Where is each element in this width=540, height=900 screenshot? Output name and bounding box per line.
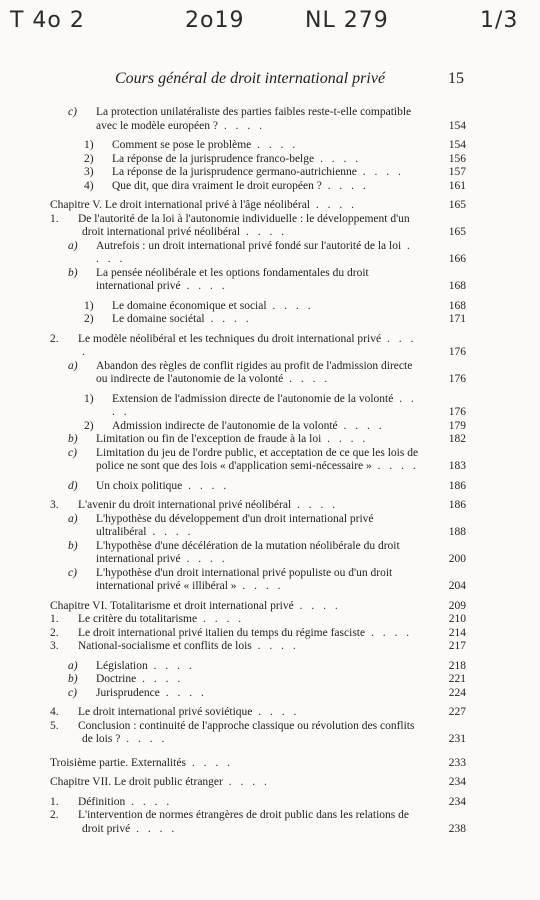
- leader-dots: . . . .: [180, 553, 228, 565]
- toc-entry-page: 165: [448, 226, 466, 238]
- toc-entry-page: 227: [448, 706, 466, 718]
- toc-entry: [50, 626, 466, 641]
- toc-entry: [68, 539, 466, 567]
- toc-entry: [50, 719, 466, 747]
- toc-entry-marker: 1): [84, 299, 94, 312]
- leader-dots: . . . .: [146, 526, 194, 538]
- toc-entry-page: 218: [448, 659, 466, 672]
- toc-entry-marker: a): [68, 659, 78, 672]
- leader-dots: . . . .: [182, 479, 230, 492]
- leader-dots: . . . .: [217, 119, 265, 132]
- toc-entry: [50, 640, 466, 654]
- toc-entry-title: De l'autorité de la loi à l'autonomie individuelle : le développement d'un droit international privé néolibéral: [78, 212, 410, 238]
- toc-entry: [50, 600, 466, 614]
- toc-entry-marker: 1): [84, 139, 94, 151]
- toc-entry-page: 186: [448, 479, 466, 492]
- toc-entry: [50, 706, 466, 720]
- toc-entry-page: 234: [448, 776, 466, 788]
- toc-entry-title: Doctrine: [96, 673, 137, 685]
- toc-entry-marker: c): [68, 566, 77, 579]
- toc-entry-marker: 3.: [50, 499, 59, 511]
- running-head-title: Cours général de droit international privé: [115, 70, 386, 87]
- toc-entry-marker: d): [68, 479, 78, 492]
- leader-dots: . . . .: [236, 580, 284, 592]
- toc-entry-marker: 2): [84, 419, 94, 432]
- leader-dots: . . . .: [293, 599, 341, 612]
- toc-entry-title: National-socialisme et conflits de lois: [78, 640, 252, 652]
- toc-entry-title: Limitation du jeu de l'ordre public, et acceptation de ce que les lois de police ne sont que des lois « d'application semi-nécessaire »: [96, 446, 419, 472]
- toc-entry-title: Le domaine économique et social: [112, 299, 267, 312]
- leader-dots: . . . .: [120, 733, 168, 745]
- toc-entry-page: 171: [448, 313, 466, 325]
- toc-entry-title: Autrefois : un droit international privé fondé sur l'autorité de la loi: [96, 239, 402, 252]
- toc-entry: [68, 266, 466, 294]
- toc-entry-page: 238: [448, 822, 466, 835]
- toc-entry-title: Le critère du totalitarisme: [78, 613, 198, 625]
- toc-entry: [84, 392, 466, 420]
- toc-entry-marker: 2): [84, 152, 94, 165]
- toc-entry: [68, 479, 466, 494]
- toc-entry-page: 233: [448, 756, 466, 769]
- leader-dots: . . . .: [82, 332, 417, 358]
- toc-entry: [68, 239, 466, 267]
- toc-entry-marker: a): [68, 239, 78, 252]
- toc-entry: [84, 152, 466, 167]
- toc-entry-title: Chapitre VI. Totalitarisme et droit international privé: [50, 599, 294, 612]
- toc-entry-title: Extension de l'admission directe de l'autonomie de la volonté: [112, 392, 394, 405]
- toc-entry-marker: 4.: [50, 706, 59, 718]
- page-number: 15: [448, 70, 464, 87]
- leader-dots: . . . .: [321, 433, 369, 445]
- toc-entry-marker: 2.: [50, 332, 59, 345]
- handwritten-reference: NL 279: [305, 8, 389, 33]
- toc-entry: [50, 199, 466, 213]
- toc-entry-marker: 2): [84, 313, 94, 325]
- toc-entry: [68, 673, 466, 687]
- leader-dots: . . . .: [365, 626, 413, 639]
- toc-entry: [50, 809, 466, 836]
- toc-entry-page: 157: [448, 166, 466, 178]
- toc-entry-title: Chapitre VII. Le droit public étranger: [50, 776, 223, 788]
- toc-entry-marker: c): [68, 446, 77, 459]
- toc-entry-title: Comment se pose le problème: [112, 139, 252, 151]
- leader-dots: . . . .: [147, 659, 195, 672]
- handwritten-shelfmark: T 4o 2: [10, 8, 85, 33]
- leader-dots: . . . .: [222, 776, 270, 788]
- toc-entry-marker: 3): [84, 166, 94, 178]
- toc-entry-page: 176: [448, 406, 466, 418]
- toc-entry: [84, 299, 466, 314]
- leader-dots: . . . .: [204, 313, 252, 325]
- toc-entry-title: Un choix politique: [96, 479, 183, 492]
- toc-entry: [68, 359, 466, 387]
- toc-entry-marker: 1.: [50, 613, 59, 625]
- toc-entry-title: Abandon des règles de conflit rigides au profit de l'admission directe ou indirecte de l'autonomie de la volonté: [96, 359, 413, 385]
- leader-dots: . . . .: [291, 499, 339, 511]
- toc-entry-title: Chapitre V. Le droit international privé à l'âge néolibéral: [50, 199, 310, 211]
- leader-dots: . . . .: [136, 673, 184, 685]
- toc-entry: [50, 757, 466, 771]
- toc-entry: [68, 566, 466, 594]
- toc-entry: [50, 212, 466, 240]
- toc-entry: [84, 419, 466, 434]
- toc-entry-marker: b): [68, 266, 78, 279]
- toc-entry: [68, 106, 466, 133]
- toc-entry-title: L'hypothèse d'une décélération de la mutation néolibérale du droit international privé: [96, 539, 400, 565]
- toc-entry-title: Jurisprudence: [96, 686, 160, 699]
- toc-entry-title: Limitation ou fin de l'exception de fraude à la loi: [96, 433, 322, 445]
- leader-dots: . . . .: [185, 756, 233, 769]
- toc-entry-page: 183: [448, 460, 466, 472]
- toc-entry-title: La réponse de la jurisprudence franco-belge: [112, 152, 315, 165]
- toc-entry-page: 231: [448, 733, 466, 745]
- toc-entry: [50, 776, 466, 790]
- toc-entry-page: 179: [448, 419, 466, 432]
- toc-entry-title: L'hypothèse du développement d'un droit international privé ultralibéral: [96, 512, 374, 538]
- toc-entry-page: 224: [448, 686, 466, 699]
- toc-entry-page: 217: [448, 640, 466, 652]
- toc-entry-page: 168: [448, 280, 466, 292]
- toc-entry-title: L'hypothèse d'un droit international privé populiste ou d'un droit international privé « illibéral »: [96, 566, 393, 592]
- leader-dots: . . . .: [337, 419, 385, 432]
- toc-entry-title: La protection unilatéraliste des parties faibles reste-t-elle compatible avec le modèle européen ?: [96, 106, 412, 132]
- toc-entry-page: 182: [448, 433, 466, 445]
- toc-entry-title: Le droit international privé soviétique: [78, 706, 253, 718]
- toc-entry-title: Admission indirecte de l'autonomie de la volonté: [112, 419, 338, 432]
- leader-dots: . . . .: [266, 299, 314, 312]
- toc-entry: [50, 613, 466, 627]
- leader-dots: . . . .: [197, 613, 245, 625]
- toc-entry-marker: b): [68, 539, 78, 552]
- toc-entry-marker: 2.: [50, 626, 59, 639]
- toc-entry: [68, 446, 466, 474]
- leader-dots: . . . .: [180, 280, 228, 292]
- toc-entry-marker: 5.: [50, 719, 59, 732]
- toc-entry-marker: 2.: [50, 809, 59, 821]
- toc-entry-title: Conclusion : continuité de l'approche classique ou révolution des conflits de lois ?: [78, 719, 415, 745]
- toc-entry-title: Définition: [78, 795, 126, 808]
- toc-entry-marker: b): [68, 673, 78, 685]
- toc-entry: [50, 499, 466, 513]
- toc-entry: [84, 139, 466, 153]
- toc-entry-title: Le modèle néolibéral et les techniques du droit international privé: [78, 332, 382, 345]
- toc-entry: [50, 795, 466, 810]
- toc-entry-marker: c): [68, 106, 77, 118]
- toc-entry-marker: 3.: [50, 640, 59, 652]
- toc-entry-page: 176: [448, 373, 466, 385]
- toc-entry-page: 200: [448, 553, 466, 565]
- toc-entry-marker: 4): [84, 179, 94, 192]
- toc-entry: [50, 332, 466, 360]
- toc-entry-page: 168: [448, 299, 466, 312]
- toc-entry-page: 154: [448, 119, 466, 132]
- toc-entry-page: 161: [448, 179, 466, 192]
- leader-dots: . . . .: [159, 686, 207, 699]
- toc-entry: [68, 433, 466, 447]
- toc-entry-title: Le domaine sociétal: [112, 313, 205, 325]
- leader-dots: . . . .: [321, 179, 369, 192]
- toc-entry: [68, 512, 466, 540]
- toc-entry: [84, 179, 466, 194]
- toc-entry-page: 186: [448, 499, 466, 511]
- toc-entry-title: Que dit, que dira vraiment le droit européen ?: [112, 179, 322, 192]
- leader-dots: . . . .: [371, 460, 419, 472]
- toc-entry-page: 214: [448, 626, 466, 639]
- toc-entry-title: L'avenir du droit international privé néolibéral: [78, 499, 292, 511]
- toc-entry-marker: 1.: [50, 212, 59, 225]
- leader-dots: . . . .: [283, 373, 331, 385]
- toc-entry: [68, 686, 466, 701]
- toc-entry-marker: a): [68, 512, 78, 525]
- leader-dots: . . . .: [240, 226, 288, 238]
- handwritten-volume: 1/3: [480, 8, 519, 33]
- leader-dots: . . . .: [112, 392, 417, 418]
- toc-entry-page: 176: [448, 346, 466, 358]
- leader-dots: . . . .: [251, 139, 299, 151]
- toc-entry-title: La pensée néolibérale et les options fondamentales du droit international privé: [96, 266, 369, 292]
- toc-entry-page: 156: [448, 152, 466, 165]
- leader-dots: . . . .: [125, 795, 173, 808]
- toc-entry-page: 234: [448, 795, 466, 808]
- toc-entry-marker: 1): [84, 392, 94, 405]
- toc-entry-marker: c): [68, 686, 77, 699]
- leader-dots: . . . .: [314, 152, 362, 165]
- toc-entry-marker: 1.: [50, 795, 59, 808]
- toc-entry-title: Législation: [96, 659, 148, 672]
- toc-entry-page: 188: [448, 526, 466, 538]
- leader-dots: . . . .: [130, 822, 178, 835]
- toc-entry-title: L'intervention de normes étrangères de droit public dans les relations de droit privé: [78, 809, 409, 835]
- toc-entry-page: 204: [448, 580, 466, 592]
- toc-entry-title: Le droit international privé italien du temps du régime fasciste: [78, 626, 366, 639]
- toc-entry-title: La réponse de la jurisprudence germano-autrichienne: [112, 166, 357, 178]
- leader-dots: . . . .: [251, 640, 299, 652]
- toc-entry-page: 209: [448, 599, 466, 612]
- toc-entry-page: 165: [448, 199, 466, 211]
- leader-dots: . . . .: [96, 239, 413, 265]
- toc-entry-marker: a): [68, 359, 78, 372]
- table-of-contents: [50, 106, 466, 836]
- toc-entry-page: 210: [448, 613, 466, 625]
- toc-entry-title: Troisième partie. Externalités: [50, 756, 186, 769]
- toc-entry-page: 221: [448, 673, 466, 685]
- toc-entry: [84, 313, 466, 327]
- toc-entry-page: 154: [448, 139, 466, 151]
- toc-entry: [84, 166, 466, 180]
- toc-entry-page: 166: [448, 253, 466, 265]
- leader-dots: . . . .: [310, 199, 357, 211]
- handwritten-year: 2o19: [185, 8, 245, 33]
- toc-entry: [68, 659, 466, 674]
- toc-entry-marker: b): [68, 433, 78, 445]
- leader-dots: . . . .: [356, 166, 404, 178]
- leader-dots: . . . .: [252, 706, 300, 718]
